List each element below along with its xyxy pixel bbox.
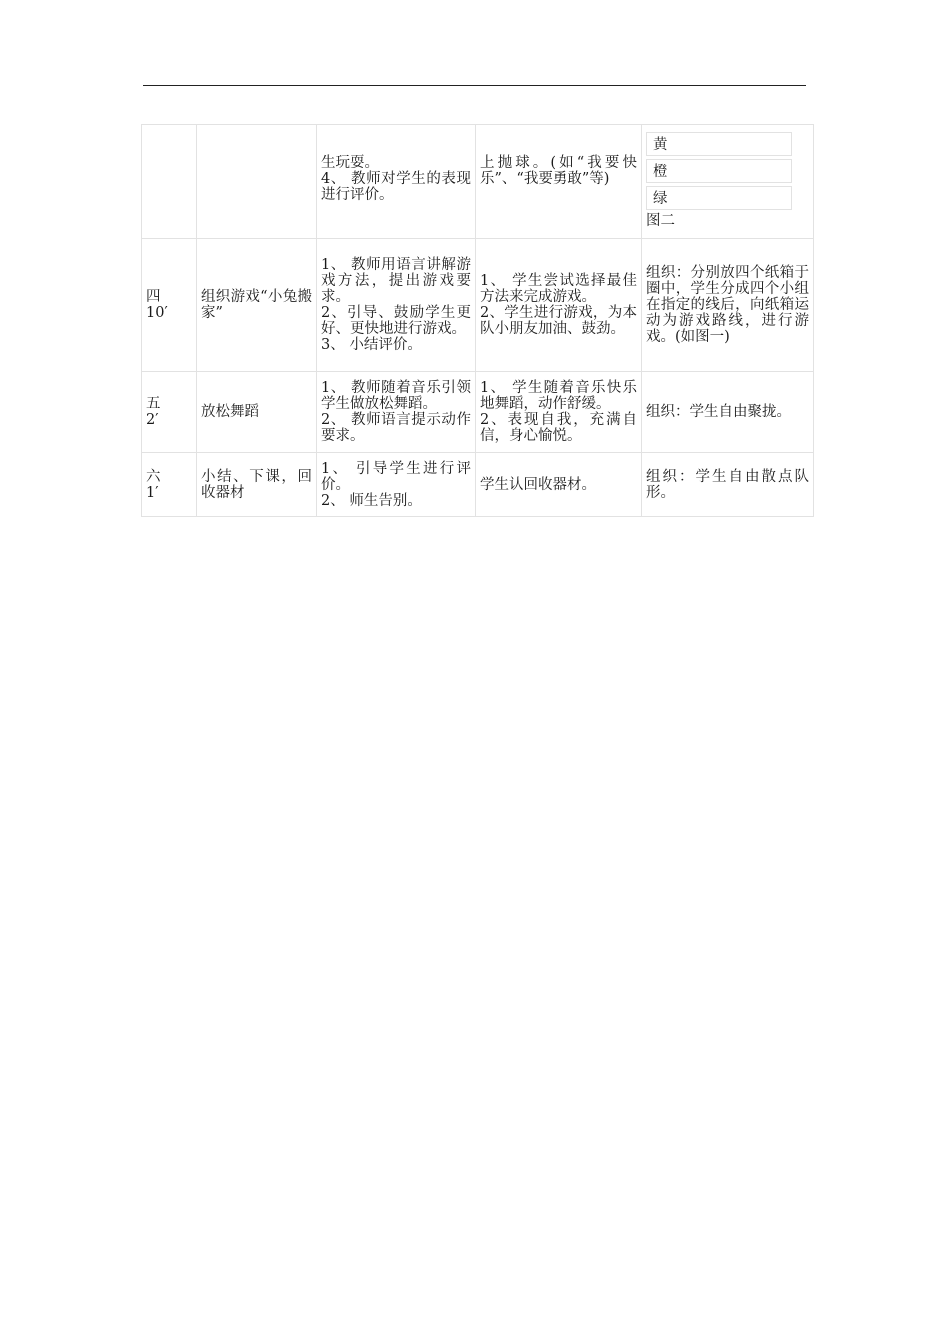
color-box-yellow: 黄 [646, 132, 792, 156]
student-activity-cell [476, 239, 642, 372]
color-diagram [646, 130, 809, 229]
teacher-step: 2、引导、鼓励学生更好、更快地进行游戏。 [321, 305, 471, 337]
color-box-orange: 橙 [646, 159, 792, 183]
teacher-activity-cell [317, 239, 476, 372]
teacher-step: 1、 教师用语言讲解游戏方法，提出游戏要求。 [321, 257, 471, 305]
teacher-activity-cell [317, 372, 476, 453]
student-step: 2、学生进行游戏，为本队小朋友加油、鼓劲。 [480, 305, 637, 337]
teacher-step: 2、 师生告别。 [321, 492, 422, 509]
figure-caption: 图二 [646, 213, 675, 229]
teacher-step: 生玩耍。 [321, 155, 379, 171]
phase-cell [142, 125, 197, 239]
student-activity-cell [476, 453, 642, 517]
lesson-plan-table [141, 124, 814, 517]
student-step: 1、 学生随着音乐快乐地舞蹈，动作舒缓。 [480, 380, 637, 412]
teacher-step: 4、 教师对学生的表现进行评价。 [321, 171, 471, 203]
table-row [142, 239, 814, 372]
table-row [142, 125, 814, 239]
phase-cell: 六 1′ [142, 453, 197, 517]
header-rule [143, 85, 806, 86]
student-step: 学生认回收器材。 [480, 476, 596, 493]
phase-cell: 五 2′ [142, 372, 197, 453]
phase-cell: 四 10′ [142, 239, 197, 372]
student-step: 2、表现自我，充满自信，身心愉悦。 [480, 412, 637, 444]
organization-cell: 组织：学生自由聚拢。 [642, 372, 814, 453]
content-cell: 放松舞蹈 [197, 372, 317, 453]
content-cell [197, 125, 317, 239]
student-activity-cell [476, 125, 642, 239]
organization-cell: 组织：分别放四个纸箱于圈中，学生分成四个小组在指定的线后，向纸箱运动为游戏路线，进行游戏。(如图一) [642, 239, 814, 372]
teacher-step: 1、 引导学生进行评价。 [321, 460, 471, 493]
table-row [142, 453, 814, 517]
teacher-activity-cell [317, 125, 476, 239]
color-box-green: 绿 [646, 186, 792, 210]
content-cell: 小结、下课，回收器材 [197, 453, 317, 517]
teacher-step: 1、 教师随着音乐引领学生做放松舞蹈。 [321, 380, 471, 412]
teacher-activity-cell [317, 453, 476, 517]
student-step: 1、 学生尝试选择最佳方法来完成游戏。 [480, 273, 637, 305]
teacher-step: 3、 小结评价。 [321, 337, 422, 353]
student-activity-cell [476, 372, 642, 453]
student-step: 上抛球。(如“我要快乐”、“我要勇敢”等) [480, 155, 637, 187]
teacher-step: 2、 教师语言提示动作要求。 [321, 412, 471, 444]
organization-cell [642, 125, 814, 239]
table-row [142, 372, 814, 453]
organization-cell: 组织：学生自由散点队形。 [642, 453, 814, 517]
content-cell: 组织游戏“小兔搬家” [197, 239, 317, 372]
